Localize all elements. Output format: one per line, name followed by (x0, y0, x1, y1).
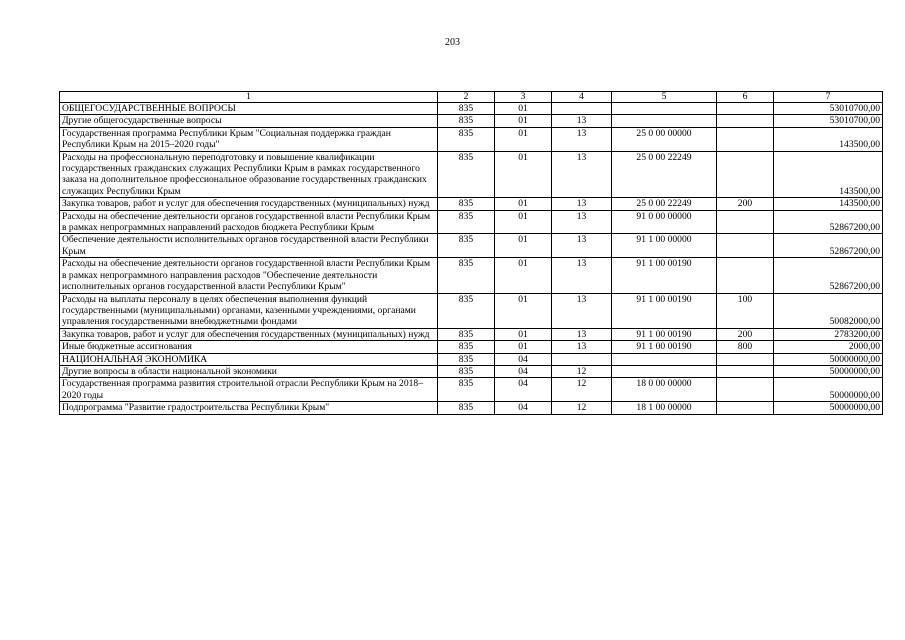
target-article-cell (612, 115, 717, 127)
target-article-cell: 91 1 00 00190 (612, 328, 717, 340)
target-article-cell: 91 1 00 00190 (612, 293, 717, 328)
header-cell: 2 (438, 92, 495, 103)
ministry-code-cell: 835 (438, 234, 495, 258)
target-article-cell: 25 0 00 22249 (612, 151, 717, 198)
ministry-code-cell: 835 (438, 151, 495, 198)
expense-type-cell (717, 103, 774, 115)
item-name-cell: ОБЩЕГОСУДАРСТВЕННЫЕ ВОПРОСЫ (60, 103, 438, 115)
expense-type-cell: 100 (717, 293, 774, 328)
amount-cell: 53010700,00 (774, 103, 883, 115)
expense-type-cell (717, 365, 774, 377)
amount-cell: 52867200,00 (774, 234, 883, 258)
ministry-code-cell: 835 (438, 353, 495, 365)
section-code-cell: 01 (495, 115, 552, 127)
table-row (60, 378, 883, 402)
expense-type-cell: 200 (717, 328, 774, 340)
table-row (60, 341, 883, 353)
item-name-cell: Другие общегосударственные вопросы (60, 115, 438, 127)
item-name-cell: Государственная программа Республики Крым "Социальная поддержка граждан Республики Крым на 2015–2020 годы" (60, 127, 438, 151)
ministry-code-cell: 835 (438, 198, 495, 210)
target-article-cell: 91 1 00 00000 (612, 234, 717, 258)
amount-cell: 143500,00 (774, 151, 883, 198)
item-name-cell: Расходы на выплаты персоналу в целях обеспечения выполнения функций государственными (муниципальными) органами, казенными учреждениями, органами управления государственными внебюджетными фондами (60, 293, 438, 328)
subsection-code-cell: 13 (552, 210, 612, 234)
ministry-code-cell: 835 (438, 103, 495, 115)
table-row (60, 293, 883, 328)
section-code-cell: 04 (495, 365, 552, 377)
ministry-code-cell: 835 (438, 402, 495, 414)
section-code-cell: 04 (495, 378, 552, 402)
section-code-cell: 01 (495, 328, 552, 340)
table-row (60, 258, 883, 293)
expense-type-cell (717, 127, 774, 151)
table-row (60, 103, 883, 115)
amount-cell: 50000000,00 (774, 365, 883, 377)
amount-cell: 50000000,00 (774, 353, 883, 365)
expense-type-cell (717, 115, 774, 127)
section-code-cell: 01 (495, 258, 552, 293)
section-code-cell: 01 (495, 341, 552, 353)
item-name-cell: Расходы на обеспечение деятельности органов государственной власти Республики Крым в рамках непрограммного направления расходов "Обеспечение деятельности исполнительных органов государственной власти Республики Крым" (60, 258, 438, 293)
subsection-code-cell: 13 (552, 258, 612, 293)
ministry-code-cell: 835 (438, 365, 495, 377)
page-number: 203 (445, 37, 460, 48)
subsection-code-cell (552, 353, 612, 365)
table-row (60, 234, 883, 258)
amount-cell: 50082000,00 (774, 293, 883, 328)
amount-cell: 50000000,00 (774, 378, 883, 402)
header-cell: 3 (495, 92, 552, 103)
target-article-cell (612, 103, 717, 115)
item-name-cell: Другие вопросы в области национальной экономики (60, 365, 438, 377)
target-article-cell: 91 1 00 00190 (612, 341, 717, 353)
item-name-cell: Расходы на профессиональную переподготовку и повышение квалификации государственных гражданских служащих Республики Крым в рамках государственного заказа на дополнительное профессиональное образование государственных гражданских служащих Республики Крым (60, 151, 438, 198)
section-code-cell: 01 (495, 151, 552, 198)
subsection-code-cell: 13 (552, 328, 612, 340)
subsection-code-cell: 13 (552, 234, 612, 258)
target-article-cell (612, 365, 717, 377)
table-header-row (60, 92, 883, 103)
subsection-code-cell: 13 (552, 293, 612, 328)
ministry-code-cell: 835 (438, 127, 495, 151)
target-article-cell: 25 0 00 00000 (612, 127, 717, 151)
budget-table (59, 91, 883, 415)
amount-cell: 52867200,00 (774, 258, 883, 293)
section-code-cell: 01 (495, 127, 552, 151)
target-article-cell (612, 353, 717, 365)
section-code-cell: 01 (495, 293, 552, 328)
section-code-cell: 04 (495, 402, 552, 414)
amount-cell: 2000,00 (774, 341, 883, 353)
item-name-cell: Государственная программа развития строительной отрасли Республики Крым на 2018–2020 годы (60, 378, 438, 402)
amount-cell: 52867200,00 (774, 210, 883, 234)
item-name-cell: Закупка товаров, работ и услуг для обеспечения государственных (муниципальных) нужд (60, 198, 438, 210)
table-row (60, 198, 883, 210)
target-article-cell: 91 0 00 00000 (612, 210, 717, 234)
table-row (60, 328, 883, 340)
table-row (60, 210, 883, 234)
expense-type-cell: 200 (717, 198, 774, 210)
header-cell: 6 (717, 92, 774, 103)
table-row (60, 402, 883, 414)
table-row (60, 115, 883, 127)
ministry-code-cell: 835 (438, 378, 495, 402)
target-article-cell: 18 0 00 00000 (612, 378, 717, 402)
target-article-cell: 91 1 00 00190 (612, 258, 717, 293)
expense-type-cell (717, 210, 774, 234)
target-article-cell: 25 0 00 22249 (612, 198, 717, 210)
expense-type-cell (717, 378, 774, 402)
expense-type-cell (717, 258, 774, 293)
ministry-code-cell: 835 (438, 328, 495, 340)
expense-type-cell: 800 (717, 341, 774, 353)
expense-type-cell (717, 402, 774, 414)
table-row (60, 353, 883, 365)
subsection-code-cell (552, 103, 612, 115)
subsection-code-cell: 12 (552, 378, 612, 402)
ministry-code-cell: 835 (438, 341, 495, 353)
expense-type-cell (717, 353, 774, 365)
subsection-code-cell: 12 (552, 365, 612, 377)
header-cell: 4 (552, 92, 612, 103)
item-name-cell: Закупка товаров, работ и услуг для обеспечения государственных (муниципальных) нужд (60, 328, 438, 340)
item-name-cell: Расходы на обеспечение деятельности органов государственной власти Республики Крым в рамках непрограммных направлений расходов бюджета Республики Крым (60, 210, 438, 234)
section-code-cell: 01 (495, 198, 552, 210)
ministry-code-cell: 835 (438, 210, 495, 234)
amount-cell: 50000000,00 (774, 402, 883, 414)
subsection-code-cell: 13 (552, 198, 612, 210)
subsection-code-cell: 13 (552, 115, 612, 127)
item-name-cell: НАЦИОНАЛЬНАЯ ЭКОНОМИКА (60, 353, 438, 365)
item-name-cell: Обеспечение деятельности исполнительных органов государственной власти Республики Крым (60, 234, 438, 258)
amount-cell: 143500,00 (774, 127, 883, 151)
ministry-code-cell: 835 (438, 293, 495, 328)
item-name-cell: Подпрограмма "Развитие градостроительства Республики Крым" (60, 402, 438, 414)
expense-type-cell (717, 234, 774, 258)
table-row (60, 127, 883, 151)
amount-cell: 143500,00 (774, 198, 883, 210)
table-row (60, 365, 883, 377)
item-name-cell: Иные бюджетные ассигнования (60, 341, 438, 353)
amount-cell: 2783200,00 (774, 328, 883, 340)
ministry-code-cell: 835 (438, 258, 495, 293)
section-code-cell: 01 (495, 210, 552, 234)
section-code-cell: 04 (495, 353, 552, 365)
subsection-code-cell: 13 (552, 151, 612, 198)
table-row (60, 151, 883, 198)
target-article-cell: 18 1 00 00000 (612, 402, 717, 414)
header-cell: 1 (60, 92, 438, 103)
amount-cell: 53010700,00 (774, 115, 883, 127)
section-code-cell: 01 (495, 234, 552, 258)
subsection-code-cell: 13 (552, 127, 612, 151)
subsection-code-cell: 13 (552, 341, 612, 353)
subsection-code-cell: 12 (552, 402, 612, 414)
expense-type-cell (717, 151, 774, 198)
header-cell: 7 (774, 92, 883, 103)
header-cell: 5 (612, 92, 717, 103)
ministry-code-cell: 835 (438, 115, 495, 127)
section-code-cell: 01 (495, 103, 552, 115)
